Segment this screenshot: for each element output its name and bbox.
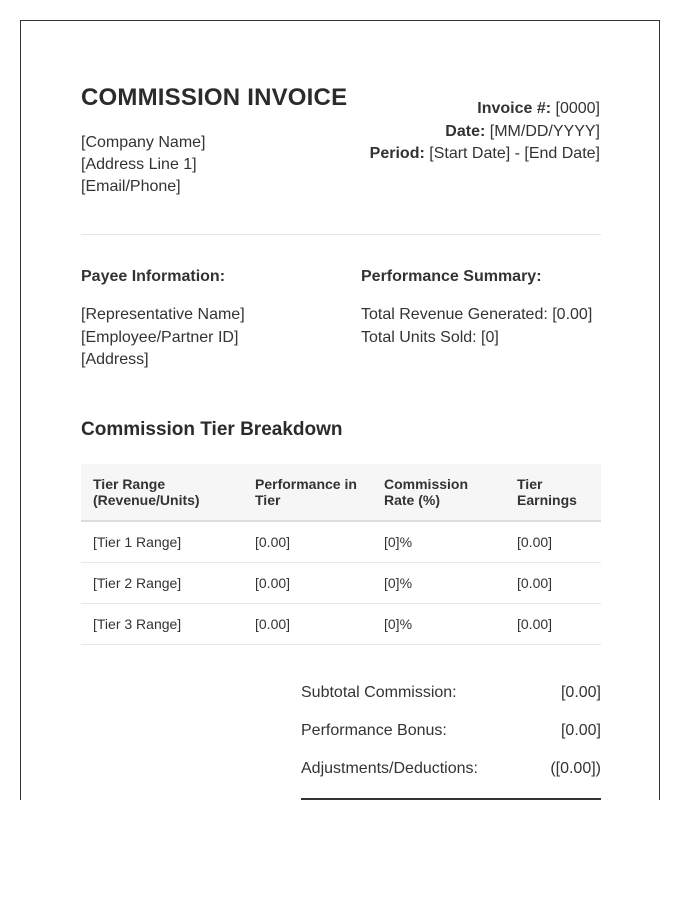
adjustments-value: ([0.00]) bbox=[550, 760, 601, 777]
rate-cell: [0]% bbox=[372, 604, 505, 645]
tier-table bbox=[81, 464, 601, 645]
payee-heading: Payee Information: bbox=[81, 268, 226, 285]
invoice-date-value: [MM/DD/YYYY] bbox=[489, 122, 600, 140]
tier-breakdown-heading: Commission Tier Breakdown bbox=[81, 419, 343, 440]
invoice-number-value: [0000] bbox=[555, 100, 600, 117]
invoice-number-label: Invoice #: bbox=[477, 100, 552, 117]
tier-range-cell: [Tier 1 Range] bbox=[81, 521, 243, 563]
subtotal-label: Subtotal Commission: bbox=[301, 684, 457, 701]
earnings-cell: [0.00] bbox=[505, 521, 601, 563]
tier-range-cell: [Tier 3 Range] bbox=[81, 604, 243, 645]
invoice-page bbox=[20, 20, 660, 800]
bonus-value: [0.00] bbox=[560, 722, 601, 739]
performance-summary bbox=[361, 304, 592, 349]
adjustments-label: Adjustments/Deductions: bbox=[301, 760, 478, 777]
company-address: [Address Line 1] bbox=[81, 156, 197, 173]
rate-cell: [0]% bbox=[372, 521, 505, 563]
col-tier-earnings: Tier Earnings bbox=[505, 464, 601, 521]
company-info bbox=[81, 132, 206, 198]
payee-id: [Employee/Partner ID] bbox=[81, 328, 239, 346]
company-name: [Company Name] bbox=[81, 134, 206, 151]
col-tier-range: Tier Range (Revenue/Units) bbox=[81, 464, 243, 521]
table-row bbox=[81, 604, 601, 645]
invoice-date-label: Date: bbox=[445, 122, 486, 140]
company-contact: [Email/Phone] bbox=[81, 178, 181, 195]
performance-heading: Performance Summary: bbox=[361, 268, 542, 285]
subtotal-row bbox=[301, 683, 601, 721]
adjustments-row bbox=[301, 759, 601, 797]
invoice-period-value: [Start Date] - [End Date] bbox=[429, 145, 600, 162]
invoice-number-line bbox=[370, 98, 600, 121]
total-units: Total Units Sold: [0] bbox=[361, 328, 499, 346]
subtotal-value: [0.00] bbox=[560, 684, 601, 701]
invoice-date-line bbox=[370, 121, 600, 144]
performance-cell: [0.00] bbox=[243, 563, 372, 604]
performance-cell: [0.00] bbox=[243, 604, 372, 645]
invoice-meta bbox=[370, 98, 600, 166]
rate-cell: [0]% bbox=[372, 563, 505, 604]
payee-name: [Representative Name] bbox=[81, 306, 245, 323]
earnings-cell: [0.00] bbox=[505, 563, 601, 604]
col-commission-rate: Commission Rate (%) bbox=[372, 464, 505, 521]
header-divider bbox=[81, 234, 601, 235]
payee-address: [Address] bbox=[81, 351, 149, 368]
tier-table-header bbox=[81, 464, 601, 521]
performance-cell: [0.00] bbox=[243, 521, 372, 563]
bonus-label: Performance Bonus: bbox=[301, 722, 447, 739]
invoice-period-label: Period: bbox=[369, 145, 425, 162]
payee-info bbox=[81, 304, 245, 372]
invoice-period-line bbox=[370, 143, 600, 166]
totals-rule bbox=[301, 798, 601, 800]
table-row bbox=[81, 563, 601, 604]
bonus-row bbox=[301, 721, 601, 759]
tier-range-cell: [Tier 2 Range] bbox=[81, 563, 243, 604]
totals-block bbox=[301, 683, 601, 800]
total-revenue: Total Revenue Generated: [0.00] bbox=[361, 306, 593, 323]
table-row bbox=[81, 521, 601, 563]
invoice-title: COMMISSION INVOICE bbox=[81, 84, 348, 111]
col-performance: Performance in Tier bbox=[243, 464, 372, 521]
earnings-cell: [0.00] bbox=[505, 604, 601, 645]
